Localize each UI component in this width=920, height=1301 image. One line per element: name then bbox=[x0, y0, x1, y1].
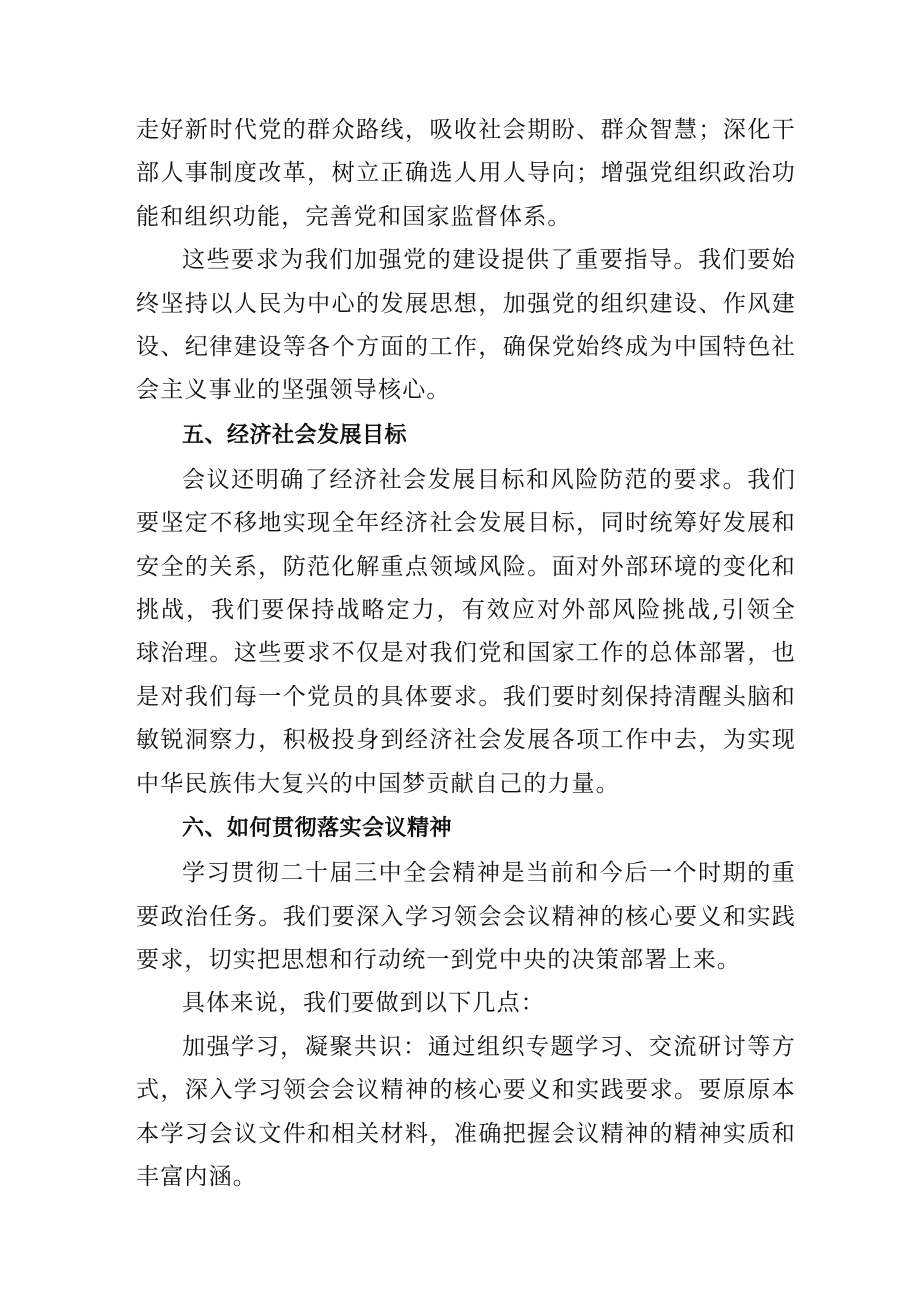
paragraph-specific-points: 具体来说，我们要做到以下几点： bbox=[182, 990, 545, 1017]
paragraph-economic-goals: 会议还明确了经济社会发展目标和风险防范的要求。我们要坚定不移地实现全年经济社会发展目标，同时统筹好发展和安全的关系，防范化解重点领域风险。面对外部环境的变化和挑战，我们要保持战略定力，有效应对外部风险挑战,引领全球治理。这些要求不仅是对我们党和国家工作的总体部署，也是对我们每一个党员的具体要求。我们要时刻保持清醒头脑和敏锐洞察力，积极投身到经济社会发展各项工作中去，为实现中华民族伟大复兴的中国梦贡献自己的力量。 bbox=[136, 466, 796, 797]
section-heading-economic-goals: 五、经济社会发展目标 bbox=[182, 422, 408, 448]
paragraph-continued: 走好新时代党的群众路线，吸收社会期盼、群众智慧；深化干部人事制度改革，树立正确选人用人导向；增强党组织政治功能和组织功能，完善党和国家监督体系。 bbox=[136, 117, 796, 230]
paragraph-implementation: 学习贯彻二十届三中全会精神是当前和今后一个时期的重要政治任务。我们要深入学习领会会议精神的核心要义和实践要求，切实把思想和行动统一到党中央的决策部署上来。 bbox=[136, 860, 796, 973]
paragraph-party-building: 这些要求为我们加强党的建设提供了重要指导。我们要始终坚持以人民为中心的发展思想，加强党的组织建设、作风建设、纪律建设等各个方面的工作，确保党始终成为中国特色社会主义事业的坚强领导核心。 bbox=[136, 247, 796, 404]
document-body bbox=[136, 109, 796, 1199]
section-heading-implementation: 六、如何贯彻落实会议精神 bbox=[182, 816, 453, 842]
paragraph-strengthen-study: 加强学习，凝聚共识：通过组织专题学习、交流研讨等方式，深入学习领会会议精神的核心要义和实践要求。要原原本本学习会议文件和相关材料，准确把握会议精神的精神实质和丰富内涵。 bbox=[136, 1033, 796, 1190]
